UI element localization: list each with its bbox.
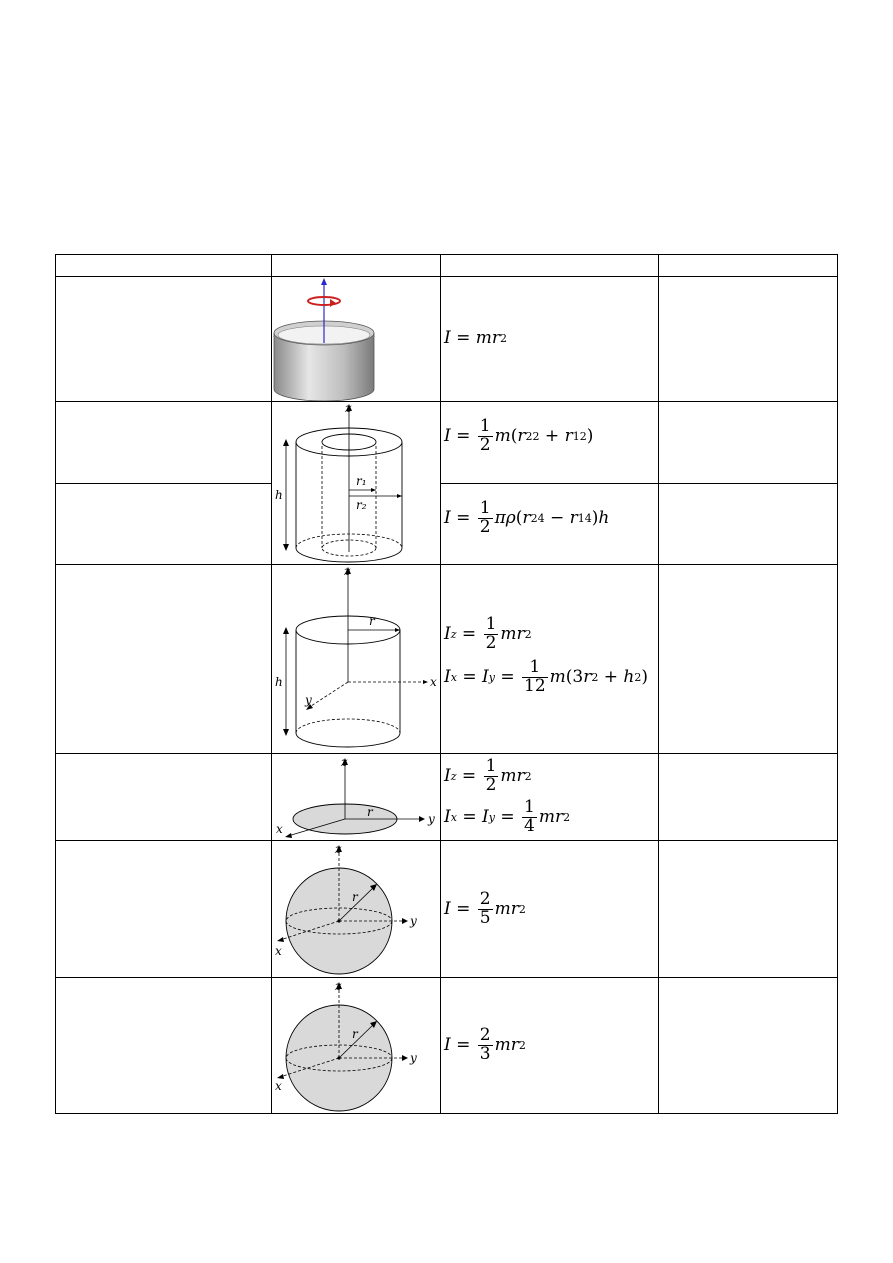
thin-disc-figure — [272, 754, 440, 840]
row-divider — [55, 564, 838, 565]
svg-text:y: y — [428, 812, 435, 826]
row-divider — [55, 977, 838, 978]
row-divider — [440, 483, 838, 484]
svg-text:x: x — [275, 944, 282, 958]
table-border-right — [837, 254, 838, 1114]
hollow-sphere-figure — [272, 978, 440, 1113]
solid-sphere-figure — [272, 841, 440, 977]
moment-of-inertia-table — [55, 254, 838, 1114]
row-divider — [55, 401, 838, 402]
table-border-bottom — [55, 1113, 838, 1114]
row-divider — [55, 840, 838, 841]
svg-text:z: z — [344, 565, 351, 578]
formula-thick-cylinder-density: I = $\frac{1}{2}$ πρ ( r 2 4 − r 1 4 ) h — [444, 498, 610, 537]
svg-text:x: x — [430, 675, 437, 689]
label-h: h — [275, 488, 283, 502]
svg-text:r: r — [369, 614, 375, 628]
row-divider — [55, 483, 271, 484]
svg-text:h: h — [275, 675, 283, 689]
formula-hollow-sphere: I = $\frac{2}{3}$ mr 2 — [444, 1025, 526, 1064]
formula-disc-xy: I x = I y = $\frac{1}{4}$ mr 2 — [444, 797, 571, 836]
svg-text:x: x — [276, 822, 283, 836]
cylinder-shell-figure — [272, 277, 440, 401]
svg-text:x: x — [275, 1079, 282, 1093]
column-divider — [658, 254, 659, 1114]
formula-solid-cylinder-z: I z = $\frac{1}{2}$ mr 2 — [444, 614, 532, 653]
formula-solid-cylinder-xy: I x = I y = $\frac{1}{12}$ m (3 r 2 + h 2 ) — [444, 657, 649, 696]
axis-label-z: z — [345, 402, 352, 415]
thick-cylinder-figure — [272, 402, 440, 564]
formula-thin-cylinder: I = mr 2 — [444, 328, 508, 348]
svg-text:y: y — [305, 693, 312, 707]
svg-text:z: z — [341, 755, 348, 769]
formula-thick-cylinder: I = $\frac{1}{2}$ m ( r 2 2 + r 1 2 ) — [444, 416, 594, 455]
label-r2: r₂ — [356, 498, 367, 512]
label-r1: r₁ — [356, 474, 367, 488]
table-border-left — [55, 254, 56, 1114]
solid-cylinder-figure — [272, 565, 440, 753]
table-border-top — [55, 254, 838, 255]
svg-text:z: z — [335, 842, 342, 856]
svg-text:r: r — [352, 1027, 358, 1041]
svg-text:y: y — [410, 914, 417, 928]
row-divider — [55, 753, 838, 754]
svg-text:y: y — [410, 1051, 417, 1065]
svg-text:z: z — [335, 979, 342, 993]
formula-solid-sphere: I = $\frac{2}{5}$ mr 2 — [444, 889, 526, 928]
svg-text:r: r — [367, 805, 373, 819]
svg-text:r: r — [352, 890, 358, 904]
header-divider — [55, 276, 838, 277]
column-divider — [440, 254, 441, 1114]
formula-disc-z: I z = $\frac{1}{2}$ mr 2 — [444, 756, 532, 795]
